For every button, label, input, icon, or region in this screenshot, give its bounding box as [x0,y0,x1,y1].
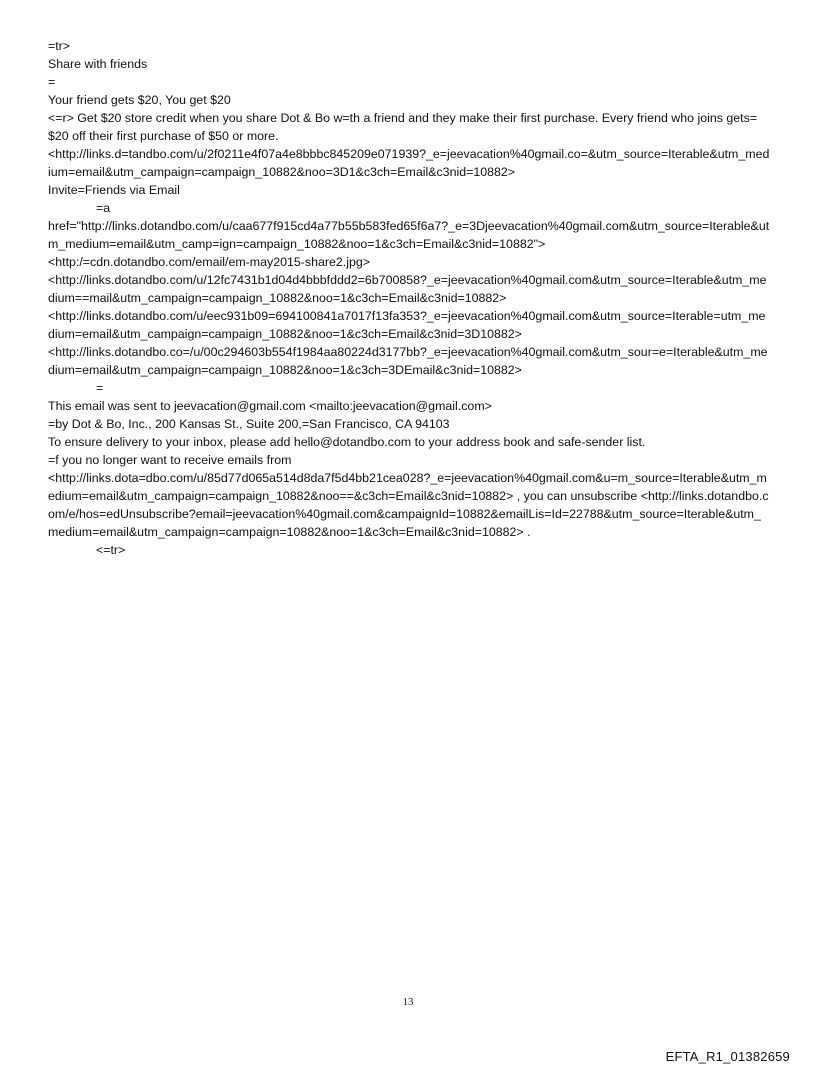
email-body [48,37,770,559]
unsubscribe-intro: =f you no longer want to receive emails from [48,453,292,467]
anchor-tag-line: =a [96,201,111,215]
tr-tag-line: =tr> [48,39,71,53]
closing-tr-tag: <=tr> [96,543,126,557]
unsubscribe-links[interactable]: <http://links.dota=dbo.com/u/85d77d065a514d8da7f5d4bb21cea028?_e=jeevacation%40gmail.com&u=m_source=Iterable&utm_medium=email&utm_campaign=campaign_10882&noo==&c3ch=Email&c3nid=10882> , you can unsubscribe <http://links.dotandbo.com/e/hos=edUnsubscribe?email=jeevacation%40gmail.com&campaignId=10882&emailLis=Id=22788&utm_source=Iterable&utm_medium=email&utm_campaign=campaign=10882&noo=1&c3ch=Email&c3nid=10882> . [48,471,769,539]
equals-line-indented: = [96,381,104,395]
document-id: EFTA_R1_01382659 [665,1049,790,1064]
delivery-note: To ensure delivery to your inbox, please add hello@dotandbo.com to your address book and safe-sender list. [48,435,646,449]
image-link[interactable]: <http:/=cdn.dotandbo.com/email/em-may2015-share2.jpg> [48,255,371,269]
offer-headline: Your friend gets $20, You get $20 [48,93,231,107]
social-link-2[interactable]: <http://links.dotandbo.com/u/eec931b09=694100841a7017f13fa353?_e=jeevacation%40gmail.com&utm_source=Iterable=utm_medium=email&utm_campaign=campaign_10882&noo=1&c3ch=Email&c3nid=3D10882> [48,309,766,341]
company-address: =by Dot & Bo, Inc., 200 Kansas St., Suite 200,=San Francisco, CA 94103 [48,417,450,431]
social-link-1[interactable]: <http://links.dotandbo.com/u/12fc7431b1d04d4bbbfddd2=6b700858?_e=jeevacation%40gmail.com&utm_source=Iterable&utm_medium==mail&utm_campaign=campaign_10882&noo=1&c3ch=Email&c3nid=10882> [48,273,767,305]
share-link[interactable]: <http://links.d=tandbo.com/u/2f0211e4f07a4e8bbbc845209e071939?_e=jeevacation%40gmail.co=&utm_source=Iterable&utm_medium=email&utm_campaign=campaign_10882&noo=3D1&c3ch=Email&c3nid=10882> [48,147,770,179]
href-link[interactable]: href="http://links.dotandbo.com/u/caa677f915cd4a77b55b583fed65f6a7?_e=3Djeevacation%40gmail.com&utm_source=Iterable&utm_medium=email&utm_camp=ign=campaign_10882&noo=1&c3ch=Email&c3nid=10882"> [48,219,770,251]
invite-label: Invite=Friends via Email [48,183,180,197]
page-number: 13 [402,996,414,1008]
equals-line: = [48,75,56,89]
social-link-3[interactable]: <http://links.dotandbo.co=/u/00c294603b554f1984aa80224d3177bb?_e=jeevacation%40gmail.com&utm_sour=e=Iterable&utm_medium=email&utm_campaign=campaign_10882&noo=1&c3ch=3DEmail&c3nid=10882> [48,345,768,377]
offer-description: <=r> Get $20 store credit when you share Dot & Bo w=th a friend and they make their first purchase. Every friend who joins gets=$20 off their first purchase of $50 or more. [48,111,758,143]
share-heading: Share with friends [48,57,148,71]
sent-to-line: This email was sent to jeevacation@gmail.com <mailto:jeevacation@gmail.com> [48,399,492,413]
